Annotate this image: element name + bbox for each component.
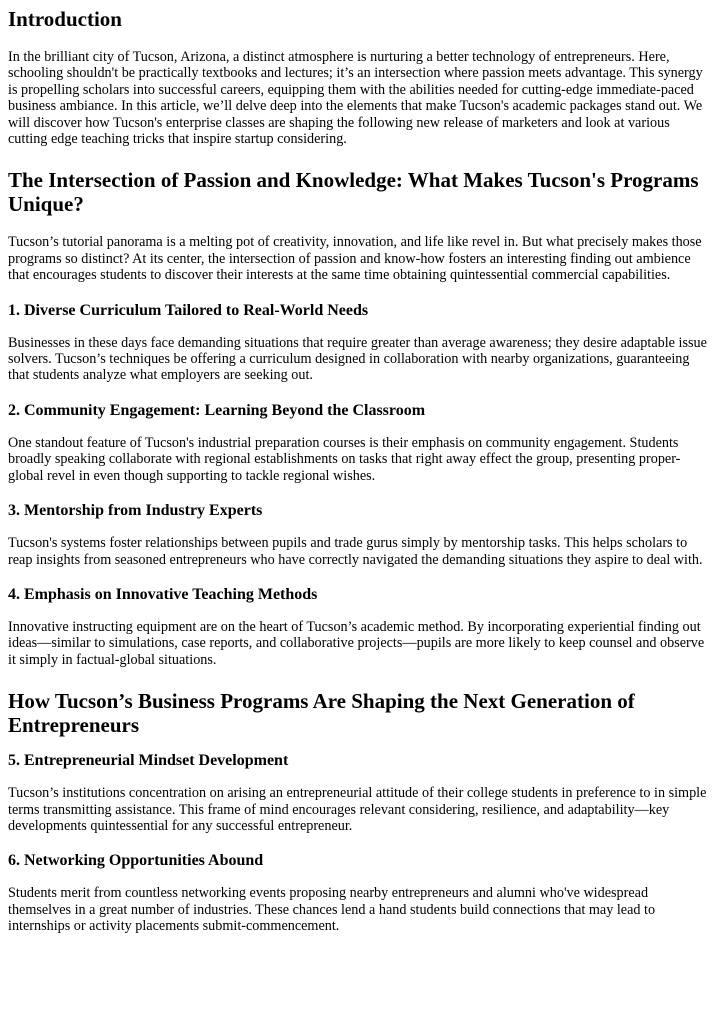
paragraph-intersection: Tucson’s tutorial panorama is a melting pot of creativity, innovation, and life like revel in. But what precisely makes those programs so distinct? At its center, the intersection of passion and know-how fosters an interesting finding out ambience that encourages students to discover their interests at the same time obtaining quintessential commercial capabilities. <box>8 234 702 284</box>
section-heading-introduction: Introduction <box>8 7 122 31</box>
subheading-mentorship: 3. Mentorship from Industry Experts <box>8 502 263 520</box>
subheading-networking: 6. Networking Opportunities Abound <box>8 852 264 870</box>
subheading-community-engagement: 2. Community Engagement: Learning Beyond the Classroom <box>8 401 426 419</box>
paragraph-mentorship: Tucson's systems foster relationships between pupils and trade gurus simply by mentorship tasks. This helps scholars to reap insights from seasoned entrepreneurs who have correctly navigated the demanding situations they aspire to deal with. <box>8 535 703 568</box>
paragraph-diverse-curriculum: Businesses in these days face demanding situations that require greater than average awareness; they desire adaptable issue solvers. Tucson’s techniques be offering a curriculum designed in collaboration with nearby organizations, guaranteeing that students analyze what employers are seeking out. <box>8 334 707 384</box>
subheading-diverse-curriculum: 1. Diverse Curriculum Tailored to Real-World Needs <box>8 301 369 319</box>
article <box>0 7 712 935</box>
paragraph-introduction: In the brilliant city of Tucson, Arizona, a distinct atmosphere is nurturing a better technology of entrepreneurs. Here, schooling shouldn't be practically textbooks and lectures; it’s an intersection where passion meets advantage. This synergy is propelling scholars into successful careers, equipping them with the abilities needed for cutting-edge immediate-paced business ambiance. In this article, we’ll delve deep into the elements that make Tucson's academic packages stand out. We will discover how Tucson's enterprise classes are shaping the following new release of marketers and look at various cutting edge teaching tricks that inspire startup considering. <box>8 49 703 148</box>
paragraph-innovative-teaching: Innovative instructing equipment are on the heart of Tucson’s academic method. By incorporating experiential finding out ideas—similar to simulations, case reports, and collaborative projects—pupils are more likely to keep counsel and observe it simply in factual-global situations. <box>8 618 705 668</box>
paragraph-entrepreneurial-mindset: Tucson’s institutions concentration on arising an entrepreneurial attitude of their college students in preference to in simple terms transmitting assistance. This frame of mind encourages relevant considering, resilience, and adaptability—key developments quintessential for any successful entrepreneur. <box>8 785 707 834</box>
section-heading-next-generation: How Tucson’s Business Programs Are Shaping the Next Generation of Entrepreneurs <box>8 689 635 738</box>
paragraph-community-engagement: One standout feature of Tucson's industrial preparation courses is their emphasis on community engagement. Students broadly speaking collaborate with regional establishments on tasks that right away effect the group, presenting proper-global revel in even though supporting to tackle regional wishes. <box>8 434 681 484</box>
paragraph-networking: Students merit from countless networking events proposing nearby entrepreneurs and alumni who've widespread themselves in a great number of industries. These chances lend a hand students build connections that may lead to internships or activity placements submit-commencement. <box>8 885 656 935</box>
subheading-innovative-teaching: 4. Emphasis on Innovative Teaching Methods <box>8 585 318 603</box>
section-heading-intersection: The Intersection of Passion and Knowledge: What Makes Tucson's Programs Unique? <box>8 168 699 217</box>
subheading-entrepreneurial-mindset: 5. Entrepreneurial Mindset Development <box>8 752 289 770</box>
